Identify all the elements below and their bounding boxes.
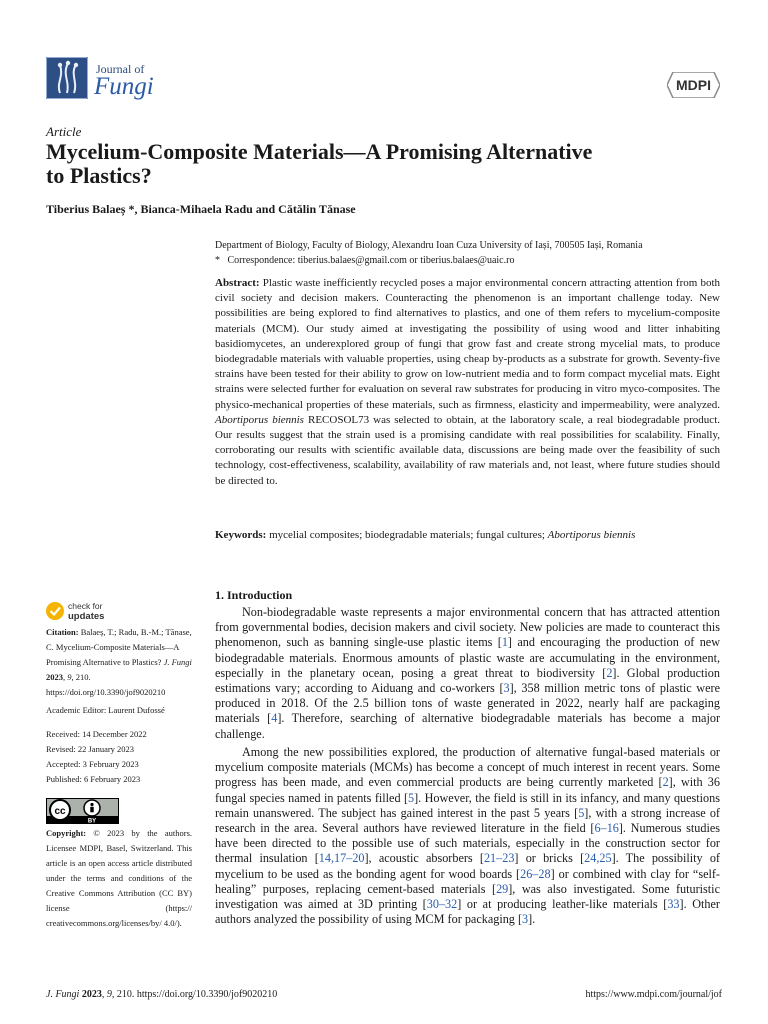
citation-ref-link[interactable]: 2	[606, 665, 613, 680]
abstract-species: Abortiporus biennis	[215, 413, 304, 426]
affiliation-block	[215, 238, 735, 268]
paragraph-text: ], with 36 fungal species named in patents filled [	[215, 775, 720, 805]
paragraph-text: ]. However, the field is still in its infancy, and many questions remain unanswered. The subject has gained interest in the past 5 years [	[215, 790, 720, 820]
paragraph-text: ].	[528, 912, 536, 927]
citation-ref-link[interactable]: 3	[503, 681, 510, 696]
paragraph-text: ] or at producing leather-like materials [	[457, 897, 668, 912]
paragraph-text: ]. Numerous studies have been directed to the possible use of such materials, especially in the construction sector for thermal insulation [	[215, 821, 721, 866]
copyright-label: Copyright:	[46, 828, 87, 838]
cc-by-license-badge[interactable]	[46, 798, 119, 824]
journal-name: Fungi	[94, 73, 154, 100]
paragraph-text: ], 358 million metric tons of plastic were produced in 2018. Of the 2.5 billion tons of waste generated in 2022, nearly half are packaging materials [	[215, 681, 720, 726]
citation-ref-link[interactable]: 3	[522, 912, 529, 927]
citation-block: Citation: Balaeș, T.; Radu, B.-M.; Tănase, C. Mycelium-Composite Materials—A Promising Alternative to Plastics? J. Fungi 2023, 9, 210. https://doi.org/10.3390/jof9020210	[46, 627, 192, 697]
citation-label: Citation:	[46, 627, 79, 637]
copyright-block	[46, 826, 192, 931]
check-updates-line-1: check for	[68, 601, 103, 611]
citation-ref-link[interactable]: 4	[271, 711, 278, 726]
abstract	[215, 276, 720, 489]
check-updates-line-2: updates	[68, 611, 105, 622]
intro-paragraph-2	[215, 745, 720, 927]
article-title	[46, 140, 726, 188]
citation-text: Balaeș, T.; Radu, B.-M.; Tănase, C. Mycelium-Composite Materials—A Promising Alternative to Plastics?	[46, 627, 192, 667]
author-list: Tiberius Balaeș *, Bianca-Mihaela Radu and Cătălin Tănase	[46, 202, 356, 216]
keywords-species: Abortiporus biennis	[547, 529, 636, 541]
date-published: Published: 6 February 2023	[46, 774, 141, 784]
paragraph-text: ]. Therefore, searching of alternative biodegradable materials has become a major challenge.	[215, 711, 721, 741]
paragraph-text: Among the new possibilities explored, the production of alternative fungal-based materials or mycelium composite materials (MCMs) has become a concept of much interest in recent years. Some progress has been made, and even commercial products are being currently marketed [	[215, 745, 720, 790]
footer-journal: J. Fungi	[46, 989, 80, 1000]
citation-ref-link[interactable]: 29	[496, 881, 509, 896]
keywords-label: Keywords:	[215, 529, 267, 541]
date-received: Received: 14 December 2022	[46, 729, 147, 739]
paragraph-text: Non-biodegradable waste represents a major environmental concern that has attracted attention from governmental bodies, decision makers and civil society. New policies are made to counteract this phenomenon, such as banning single-use plastic items [	[215, 605, 720, 650]
citation-volume: 9	[67, 672, 72, 682]
abstract-text-2: RECOSOL73 was selected to obtain, at the laboratory scale, a real biodegradable product. Our results suggest that the strain used is a promising candidate with real possibilities for scalability. Finally, corroborating our results with scientific available data, discussions are being made over the feasibility of such technology, cost-effectiveness, scalability, availability of raw materials and, not least, where future studies should be directed to.	[215, 413, 720, 487]
section-heading-introduction: 1. Introduction	[215, 588, 293, 602]
citation-ref-link[interactable]: 33	[667, 897, 680, 912]
journal-fungi-logo-icon	[46, 57, 88, 99]
citation-ref-link[interactable]: 24,25	[584, 851, 612, 866]
cc-icon-text: cc	[54, 806, 66, 817]
affiliation: Department of Biology, Faculty of Biology, Alexandru Ioan Cuza University of Iași, 700505 Iași, Romania	[215, 240, 643, 251]
article-type: Article	[46, 124, 82, 139]
paragraph-text: ], acoustic absorbers [	[364, 851, 484, 866]
citation-year: 2023	[46, 672, 63, 682]
paragraph-text: ]. Other authors analyzed the possibility of using MCM for packaging [	[215, 897, 720, 927]
citation-ref-link[interactable]: 5	[578, 805, 585, 820]
citation-ref-link[interactable]: 1	[501, 635, 508, 650]
citation-ref-link[interactable]: 5	[408, 790, 415, 805]
title-line-1: Mycelium-Composite Materials—A Promising Alternative	[46, 139, 593, 164]
citation-ref-link[interactable]: 30–32	[426, 897, 458, 912]
footer-citation: J. Fungi 2023, 9, 210. https://doi.org/10.3390/jof9020210	[46, 989, 278, 1000]
citation-ref-link[interactable]: 2	[662, 775, 669, 790]
intro-paragraph-1	[215, 605, 720, 742]
paragraph-text: ] or combined with clay for “self-healing” purposes, replacing cement-based materials [	[215, 866, 720, 896]
footer-volume: 9	[106, 989, 112, 1000]
correspondence-text[interactable]: Correspondence: tiberius.balaes@gmail.com or tiberius.balaes@uaic.ro	[227, 255, 515, 266]
citation-ref-link[interactable]: 6–16	[594, 821, 619, 836]
keywords	[215, 528, 720, 543]
citation-doi[interactable]: https://doi.org/10.3390/jof9020210	[46, 687, 166, 697]
citation-ref-link[interactable]: 21–23	[483, 851, 515, 866]
cc-by-text: BY	[87, 818, 97, 824]
journal-of-label: Journal of	[96, 62, 145, 76]
abstract-text-1: Plastic waste inefficiently recycled poses a major environmental concern attracting attention from both civil society and decision makers. Counteracting the phenomenon is an important challenge today. New possibilities are being explored to find alternatives to plastics, and one of them refers to mycelium-composite materials (MCM). Our study aimed at investigating the possibility of using wood and litter inhabiting basidiomycetes, an underexplored group of fungi that grow fast and create strong mycelial mats, to produce biodegradable materials with valuable properties, using cheap by-products as a substrate for growth. Seventy-five strains have been tested for their ability to grow on low-nutrient media and to form compact mycelial mats. Eight strains were selected further for evaluation on several raw substrates for producing in vitro myco-composites. The physico-mechanical properties of these materials, such as firmness, elasticity and impermeability, were analyzed.	[215, 277, 720, 411]
paragraph-text: ]. Global production estimations vary; according to Aiduang and co-workers [	[215, 665, 720, 696]
footer-doi[interactable]: , 210. https://doi.org/10.3390/jof9020210	[111, 989, 278, 1000]
citation-page: , 210.	[71, 672, 91, 682]
paragraph-text: ] and encouraging the production of new biodegradable materials. Enormous amounts of plastic waste are accumulating in the environment, especially in the planetary ocean, posing a great threat to biodiversity [	[215, 635, 720, 680]
title-line-2: to Plastics?	[46, 163, 152, 188]
dates-block	[46, 727, 192, 787]
date-accepted: Accepted: 3 February 2023	[46, 759, 139, 769]
correspondence	[215, 253, 735, 268]
paragraph-text: ], was also investigated. Some futuristic investigation was aimed at 3D printing [	[215, 881, 720, 912]
paragraph-text: ] or bricks [	[514, 851, 585, 866]
mdpi-logo-icon[interactable]	[667, 72, 720, 98]
mdpi-logo-text: MDPI	[676, 77, 711, 93]
keywords-text: mycelial composites; biodegradable materials; fungal cultures;	[269, 529, 545, 541]
citation-ref-link[interactable]: 14,17–20	[318, 851, 365, 866]
correspondence-mark: *	[215, 255, 220, 266]
date-revised: Revised: 22 January 2023	[46, 744, 135, 754]
footer-journal-url[interactable]: https://www.mdpi.com/journal/jof	[585, 989, 722, 1000]
citation-ref-link[interactable]: 26–28	[520, 866, 551, 881]
citation-journal: J. Fungi	[163, 657, 192, 667]
academic-editor: Academic Editor: Laurent Dufossé	[46, 705, 165, 715]
footer-year: 2023	[81, 989, 102, 1000]
paragraph-text: ]. The possibility of mycelium to be used as the bonding agent for wood boards [	[215, 851, 720, 881]
copyright-text: © 2023 by the authors. Licensee MDPI, Basel, Switzerland. This article is an open access article distributed under the terms and conditions of the Creative Commons Attribution (CC BY) license (https:// creativecommons.org/licenses/by/ 4.0/).	[46, 828, 192, 928]
paragraph-text: ], with a strong increase of research in the area. Several authors have reviewed literature in the field [	[215, 805, 720, 836]
abstract-label: Abstract:	[215, 277, 260, 289]
check-for-updates-badge[interactable]	[44, 598, 124, 624]
